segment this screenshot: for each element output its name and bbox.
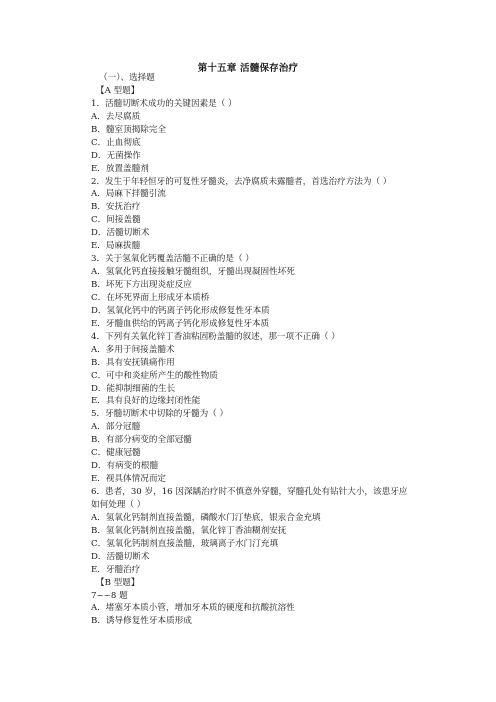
chapter-title: 第十五章 活髓保存治疗 — [197, 63, 299, 74]
b-option-b: B．诱导修复性牙本质形成 — [91, 616, 192, 627]
option-d: D．活髓切断术 — [91, 551, 150, 562]
option-c: C．氢氧化钙制剂直接盖髓，玻璃离子水门汀充填 — [91, 538, 279, 549]
option-a: A．去尽腐质 — [91, 111, 141, 122]
option-c: C．止血彻底 — [91, 137, 141, 148]
option-a: A．部分冠髓 — [91, 422, 141, 433]
option-d: D．能抑制细菌的生长 — [91, 383, 176, 394]
option-e: E．牙髓血供给的钙离子钙化形成修复性牙本质 — [91, 318, 270, 329]
question-stem: 2．发生于年轻恒牙的可复性牙髓炎，去净腐质未露髓者，首选治疗方法为（ ） — [91, 176, 392, 187]
option-e: E．视具体情况而定 — [91, 474, 167, 485]
option-d: D．有病变的根髓 — [91, 461, 159, 472]
section-heading: （一）、选择题 — [99, 73, 155, 83]
option-b: B．坏死下方出现炎症反应 — [91, 280, 192, 290]
option-d: D．氢氧化钙中的钙离子钙化形成修复性牙本质 — [91, 305, 270, 316]
question-stem: 6．患者，30 岁，16 因深龋治疗时不慎意外穿髓，穿髓孔处有钻针大小，该患牙应如何处理（ ） — [91, 487, 408, 510]
option-a: A．局麻下拌髓引流 — [91, 189, 166, 200]
option-b: B．具有安抚镇痛作用 — [91, 357, 175, 368]
b-group-label: 7~~8 题 — [91, 590, 128, 601]
b-option-a: A．堵塞牙本质小管，增加牙本质的硬度和抗酸抗溶性 — [91, 603, 295, 614]
question-stem: 4．下列有关氧化锌丁香油粘固粉盖髓的叙述，那一项不正确（ ） — [91, 331, 340, 342]
option-c: C．可中和炎症所产生的酸性物质 — [91, 370, 218, 381]
question-block — [91, 486, 431, 577]
option-b: B．有部分病变的全部冠髓 — [91, 435, 192, 446]
question-stem: 5．牙髓切断术中切除的牙髓为（ ） — [91, 409, 229, 420]
question-block — [91, 253, 431, 331]
question-block — [91, 331, 431, 409]
option-d: D．活髓切断术 — [91, 228, 150, 239]
option-b: B．氢氧化钙制剂直接盖髓，氧化锌丁香油糊剂安抚 — [91, 525, 287, 536]
question-stem: 3．关于氢氧化钙覆盖活髓不正确的是（ ） — [91, 254, 254, 265]
option-b: B．髓室顶揭除完全 — [91, 124, 167, 135]
option-d: D．无菌操作 — [91, 150, 141, 161]
option-a: A．氢氧化钙直接接触牙髓组织，牙髓出现凝固性坏死 — [91, 267, 295, 278]
b-type-header: 【B 型题】 — [96, 577, 140, 588]
a-type-header: 【A 型题】 — [96, 85, 140, 96]
question-block — [91, 98, 431, 176]
option-e: E．牙髓治疗 — [91, 564, 141, 575]
question-block — [91, 408, 431, 486]
option-a: A．氢氧化钙制剂直接盖髓，磷酸水门汀垫底，银汞合金充填 — [91, 512, 321, 523]
question-block — [91, 176, 431, 254]
option-e: E．局麻拔髓 — [91, 241, 141, 252]
option-e: E．具有良好的边缘封闭性能 — [91, 396, 201, 407]
option-b: B．安抚治疗 — [91, 202, 141, 213]
option-a: A．多用于间接盖髓术 — [91, 344, 175, 355]
option-c: C．间接盖髓 — [91, 215, 141, 226]
document-body — [91, 72, 431, 628]
question-stem: 1．活髓切断术成功的关键因素是（ ） — [91, 98, 237, 109]
option-c: C．健康冠髓 — [91, 448, 141, 459]
option-e: E．放置盖髓剂 — [91, 163, 149, 174]
option-c: C．在坏死界面上形成牙本质桥 — [91, 292, 210, 303]
